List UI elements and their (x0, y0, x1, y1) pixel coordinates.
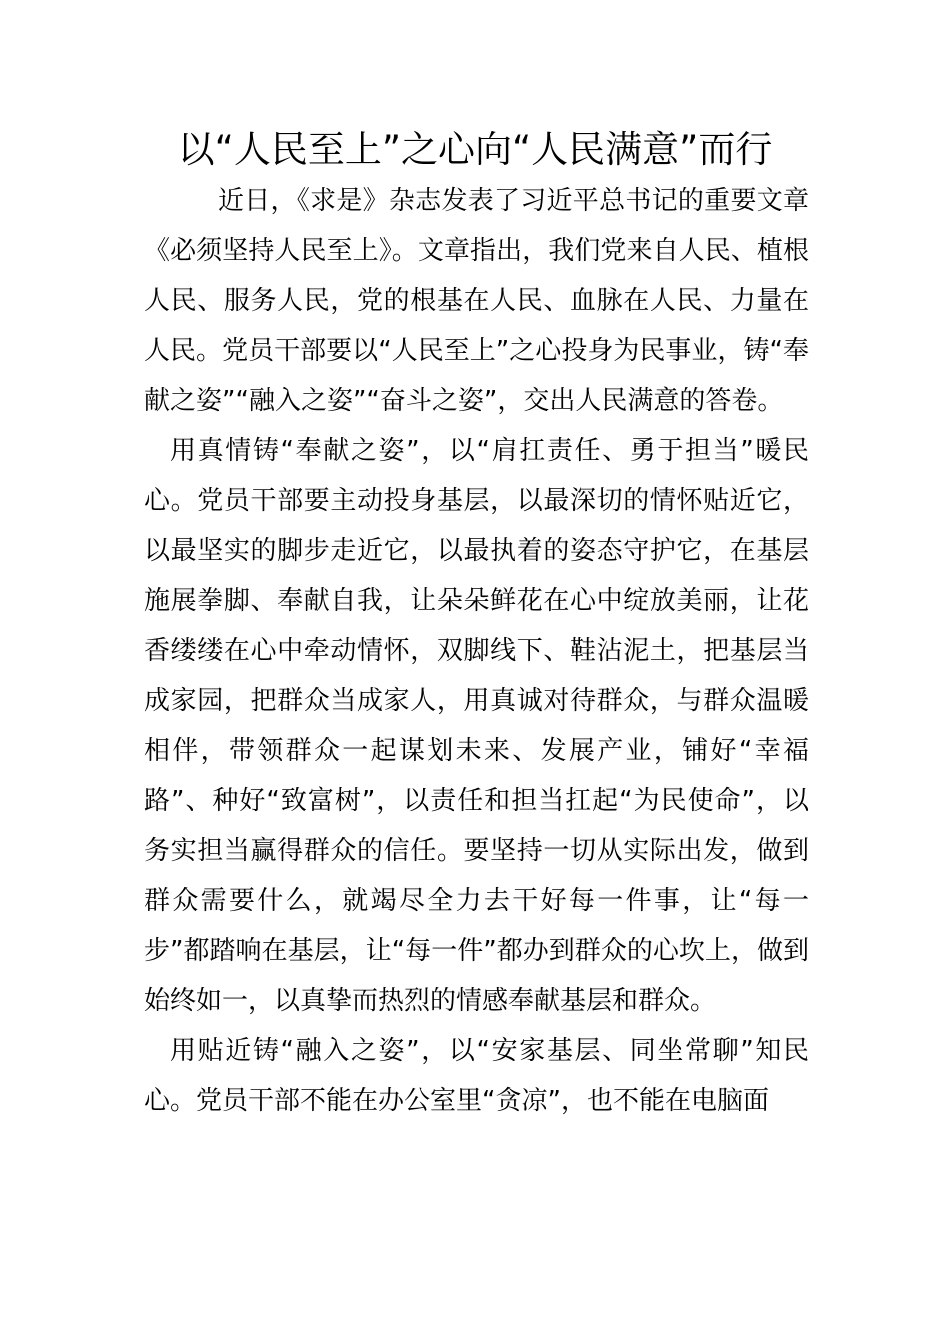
document-body (144, 176, 809, 1126)
paragraph-3: 用贴近铸“融入之姿”，以“安家基层、同坐常聊”知民心。党员干部不能在办公室里“贪凉”，也不能在电脑面 (144, 1036, 809, 1116)
paragraph-1: 近日，《求是》杂志发表了习近平总书记的重要文章《必须坚持人民至上》。文章指出，我们党来自人民、植根人民、服务人民，党的根基在人民、血脉在人民、力量在人民。党员干部要以“人民至上”之心投身为民事业，铸“奉献之姿”“融入之姿”“奋斗之姿”，交出人民满意的答卷。 (144, 186, 809, 416)
paragraph-2: 用真情铸“奉献之姿”，以“肩扛责任、勇于担当”暖民心。党员干部要主动投身基层，以最深切的情怀贴近它，以最坚实的脚步走近它，以最执着的姿态守护它，在基层施展拳脚、奉献自我，让朵朵鲜花在心中绽放美丽，让花香缕缕在心中牵动情怀，双脚线下、鞋沾泥土，把基层当成家园，把群众当成家人，用真诚对待群众，与群众温暖相伴，带领群众一起谋划未来、发展产业，铺好“幸福路”、种好“致富树”，以责任和担当扛起“为民使命”，以务实担当赢得群众的信任。要坚持一切从实际出发，做到群众需要什么，就竭尽全力去干好每一件事，让“每一步”都踏响在基层，让“每一件”都办到群众的心坎上，做到始终如一，以真挚而热烈的情感奉献基层和群众。 (144, 436, 809, 1016)
document-title: 以“人民至上”之心向“人民满意”而行 (177, 128, 773, 171)
